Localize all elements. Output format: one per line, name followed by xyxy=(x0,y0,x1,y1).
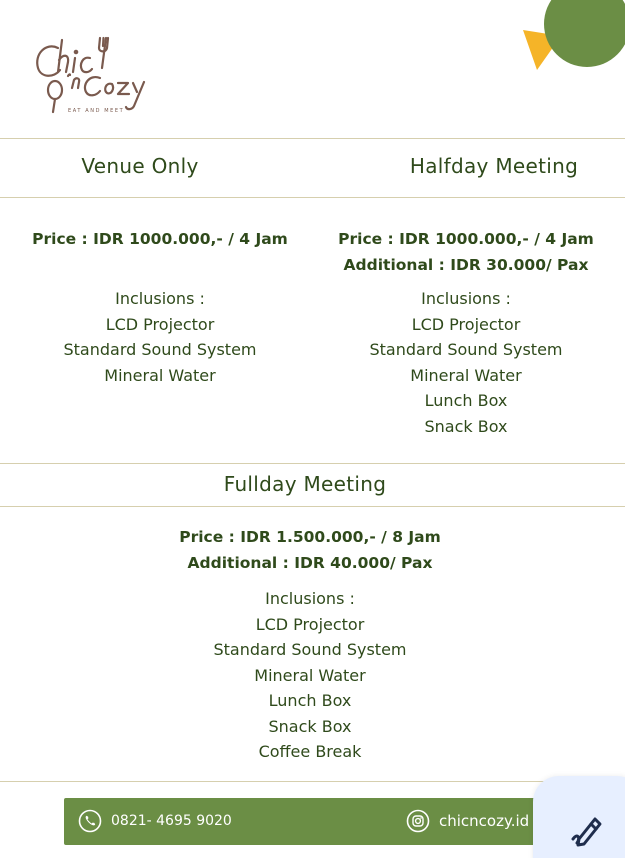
package-venue-only xyxy=(10,226,310,388)
package-halfday-meeting xyxy=(316,226,616,439)
divider xyxy=(0,463,625,464)
instagram-icon xyxy=(406,809,430,833)
additional-price-line: Additional : IDR 40.000/ Pax xyxy=(187,554,433,572)
inclusion-item: Lunch Box xyxy=(424,391,508,410)
inclusion-item: LCD Projector xyxy=(255,614,365,634)
package-title-venue-only: Venue Only xyxy=(81,154,199,178)
inclusion-item: Standard Sound System xyxy=(369,340,563,359)
additional-price-line: Additional : IDR 30.000/ Pax xyxy=(343,256,589,274)
inclusion-item: LCD Projector xyxy=(411,314,521,334)
price-line: Price : IDR 1000.000,- / 4 Jam xyxy=(32,230,288,248)
phone-number: 0821- 4695 9020 xyxy=(111,813,232,829)
price-line: Price : IDR 1.500.000,- / 8 Jam xyxy=(179,528,441,546)
package-fullday-meeting xyxy=(160,524,460,765)
logo-tagline: EAT AND MEET xyxy=(68,108,125,114)
inclusions-label: Inclusions : xyxy=(115,289,205,308)
inclusion-item: Standard Sound System xyxy=(63,340,257,359)
inclusion-item: Mineral Water xyxy=(254,665,366,685)
pen-icon xyxy=(569,809,609,849)
inclusion-item: Snack Box xyxy=(268,716,352,736)
inclusion-item: Snack Box xyxy=(424,416,508,436)
edit-fab-button[interactable] xyxy=(533,776,625,858)
package-title-fullday-meeting: Fullday Meeting xyxy=(223,472,387,496)
instagram-handle: chicncozy.id xyxy=(439,812,530,830)
decorative-shapes xyxy=(515,0,625,80)
inclusion-item: Mineral Water xyxy=(104,365,216,385)
inclusions-label: Inclusions : xyxy=(265,589,355,608)
instagram-contact[interactable] xyxy=(406,809,529,833)
inclusions-label: Inclusions : xyxy=(421,289,511,308)
inclusion-item: Mineral Water xyxy=(410,365,522,385)
inclusion-item: Coffee Break xyxy=(258,742,362,761)
divider xyxy=(0,506,625,507)
phone-icon xyxy=(78,809,102,833)
divider xyxy=(0,781,625,782)
inclusion-item: Standard Sound System xyxy=(213,640,407,659)
chic-n-cozy-logo xyxy=(28,28,158,118)
phone-contact[interactable] xyxy=(78,809,232,833)
divider xyxy=(0,197,625,198)
inclusion-item: Lunch Box xyxy=(268,691,352,710)
divider xyxy=(0,138,625,139)
package-title-halfday-meeting: Halfday Meeting xyxy=(409,154,579,178)
contact-footer xyxy=(64,798,544,845)
price-line: Price : IDR 1000.000,- / 4 Jam xyxy=(338,230,594,248)
inclusion-item: LCD Projector xyxy=(105,314,215,334)
